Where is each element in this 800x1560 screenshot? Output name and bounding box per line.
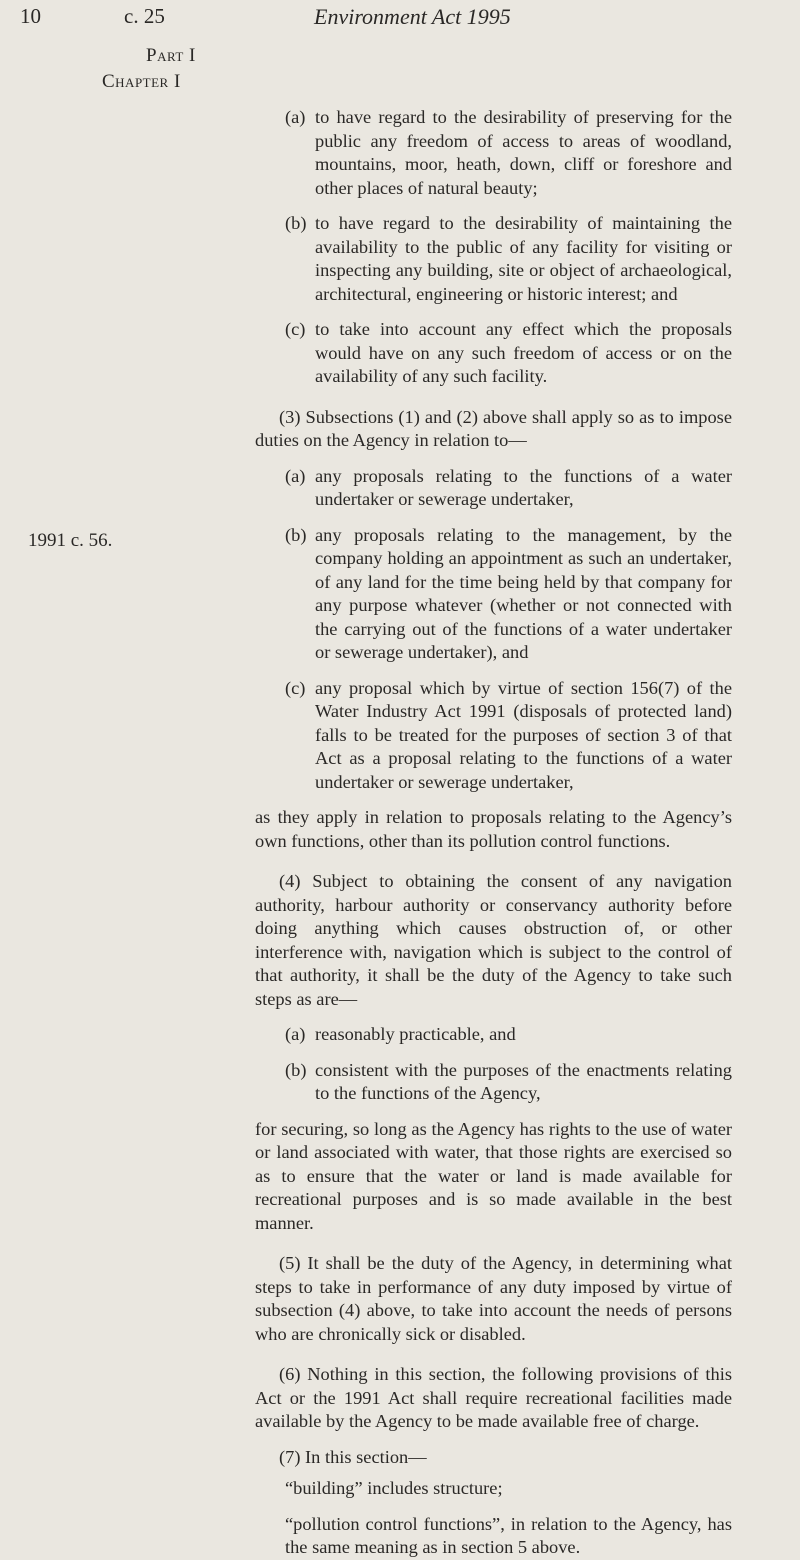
page-number: 10 xyxy=(20,4,41,28)
margin-chapter-label: Chapter I xyxy=(102,71,181,92)
item-text: any proposal which by virtue of section 156(7) of the Water Industry Act 1991 (disposals of protected land) falls to be treated for the purposes of section 3 of that Act as a proposal relating to the functions of a water undertaker or sewerage undertaker, xyxy=(315,677,732,792)
subsection-5: (5) It shall be the duty of the Agency, in determining what steps to take in performance of any duty imposed by virtue of subsection (4) above, to take into account the needs of persons who are chronically sick or disabled. xyxy=(255,1253,732,1344)
item-text: to have regard to the desirability of preserving for the public any freedom of access to areas of woodland, mountains, moor, heath, down, cliff or foreshore and other places of natural beauty; xyxy=(315,107,732,198)
sub2-item-c xyxy=(285,318,732,389)
sub2-item-b xyxy=(285,212,732,306)
definition-building: “building” includes structure; xyxy=(285,1478,503,1498)
item-text: reasonably practicable, and xyxy=(315,1024,516,1044)
sub3-item-c xyxy=(285,677,732,795)
item-label: (b) xyxy=(285,213,307,233)
sub4-item-b xyxy=(285,1059,732,1106)
item-text: consistent with the purposes of the enactments relating to the functions of the Agency, xyxy=(315,1059,732,1103)
item-text: to have regard to the desirability of maintaining the availability to the public of any facility for visiting or inspecting any building, site or object of archaeological, architectural, engineering or historic interest; and xyxy=(315,213,732,304)
subsection-3-close: as they apply in relation to proposals relating to the Agency’s own functions, other than its pollution control functions. xyxy=(255,807,732,851)
act-title: Environment Act 1995 xyxy=(314,4,511,29)
subsection-3-intro: (3) Subsections (1) and (2) above shall apply so as to impose duties on the Agency in relation to— xyxy=(255,406,732,450)
item-label: (a) xyxy=(285,107,306,127)
subsection-4-close: for securing, so long as the Agency has rights to the use of water or land associated with water, that those rights are exercised so as to ensure that the water or land is made available for recreational purposes and is so made available in the best manner. xyxy=(255,1118,732,1233)
item-text: to take into account any effect which the proposals would have on any such freedom of access or on the availability of any such facility. xyxy=(315,319,732,386)
item-label: (a) xyxy=(285,1024,306,1044)
item-label: (b) xyxy=(285,1059,307,1080)
sub2-item-a xyxy=(285,106,732,200)
subsection-6: (6) Nothing in this section, the following provisions of this Act or the 1991 Act shall require recreational facilities made available by the Agency to be made available free of charge. xyxy=(255,1364,732,1431)
sub4-item-a xyxy=(285,1023,732,1047)
sub3-item-a xyxy=(285,465,732,512)
body-text xyxy=(255,106,732,1560)
subsection-7-intro: (7) In this section— xyxy=(279,1446,427,1467)
subsection-4-intro: (4) Subject to obtaining the consent of any navigation authority, harbour authority or conservancy authority before doing anything which causes obstruction of, or other interference with, navigation which is subject to the control of that authority, it shall be the duty of the Agency to take such steps as are— xyxy=(255,871,732,1009)
item-label: (c) xyxy=(285,677,306,698)
margin-citation-note: 1991 c. 56. xyxy=(28,530,113,551)
item-label: (c) xyxy=(285,319,306,339)
sub3-item-b xyxy=(285,524,732,665)
chapter-reference: c. 25 xyxy=(124,4,165,28)
item-text: any proposals relating to the management, by the company holding an appointment as such an undertaker, of any land for the time being held by that company for any purpose whatever (whether or not connected with the carrying out of the functions of a water undertaker or sewerage undertaker), and xyxy=(315,524,732,662)
margin-part-label: Part I xyxy=(146,45,196,66)
item-text: any proposals relating to the functions of a water undertaker or sewerage undertaker, xyxy=(315,465,732,509)
item-label: (b) xyxy=(285,524,307,545)
definition-pollution-control-functions: “pollution control functions”, in relation to the Agency, has the same meaning as in section 5 above. xyxy=(285,1513,732,1557)
item-label: (a) xyxy=(285,465,306,486)
